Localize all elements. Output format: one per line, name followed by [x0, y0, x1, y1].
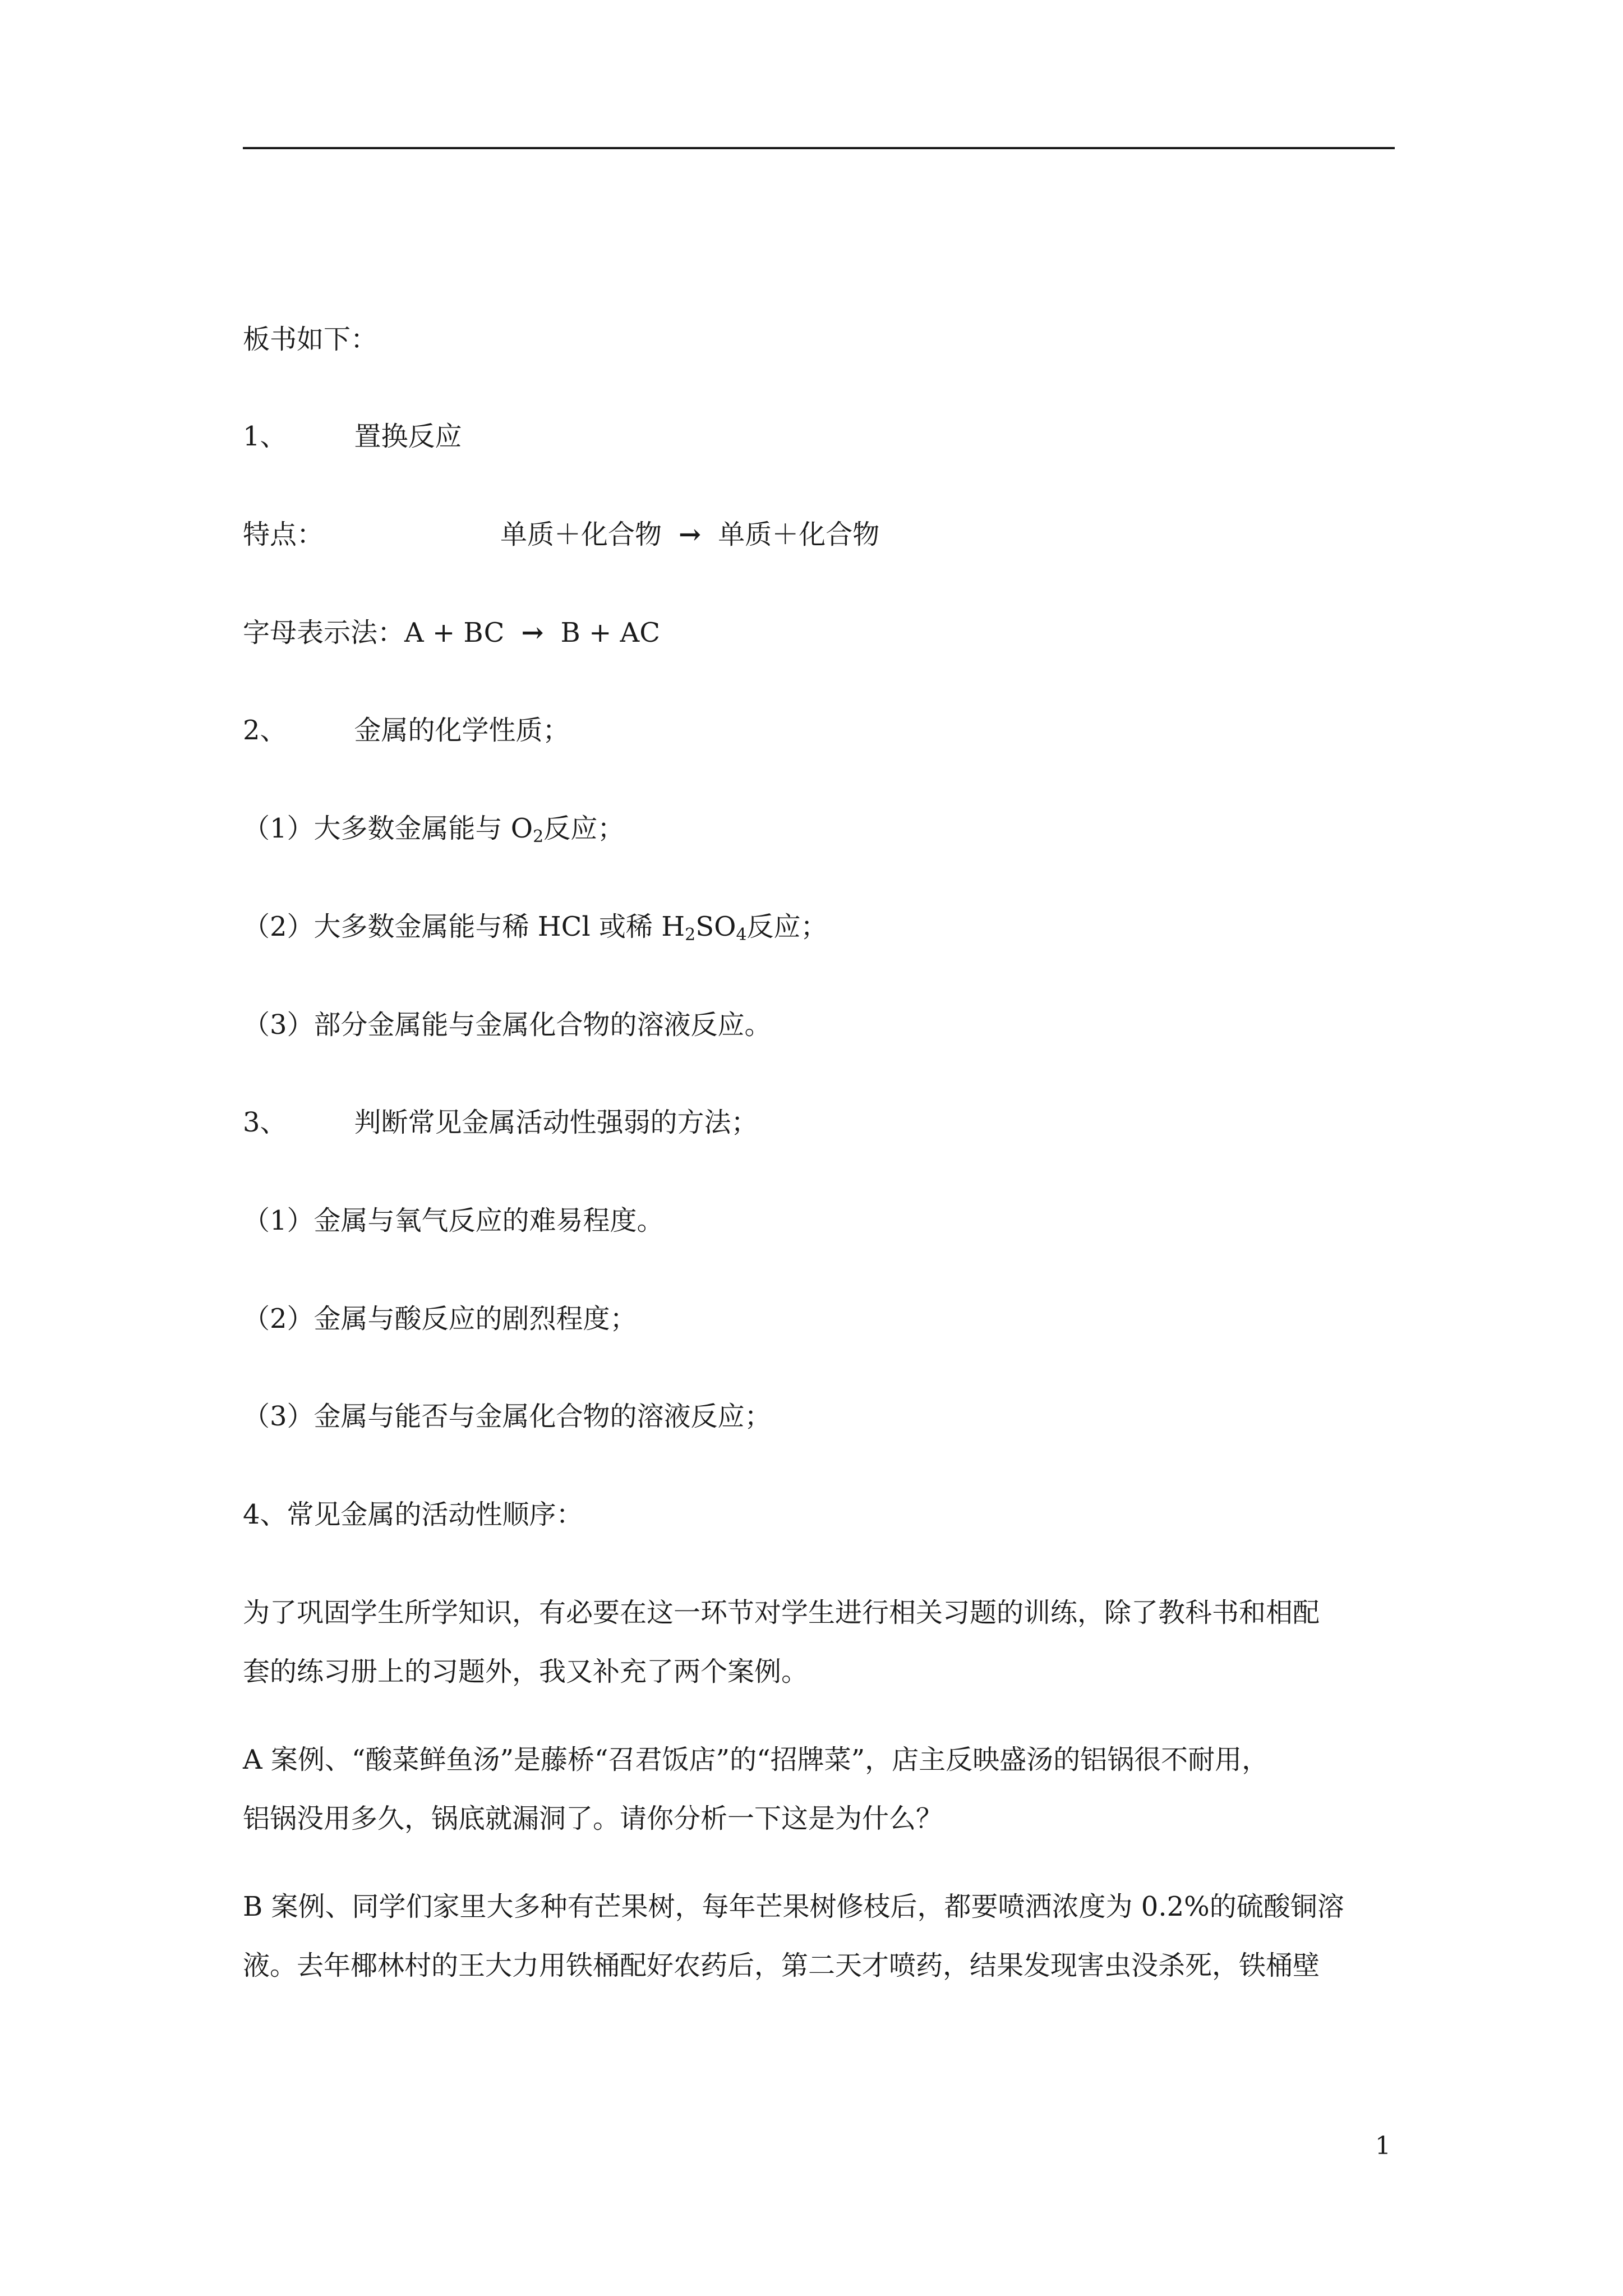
reaction-arrow: →	[521, 617, 544, 648]
letter-label: 字母表示法：	[243, 617, 405, 648]
section-number: 2、	[243, 715, 287, 746]
section-2-item-1: （1）大多数金属能与 $O_2$反应；	[243, 813, 625, 846]
intro-paragraph: 为了巩固学生所学知识，有必要在这一环节对学生进行相关习题的训练，除了教科书和相配 套的练习册上的习题外，我又补充了两个案例。	[243, 1597, 1320, 1687]
letter-formula-line: 字母表示法：A + BC → B + AC	[243, 617, 660, 648]
section-title: 判断常见金属活动性强弱的方法；	[354, 1107, 758, 1138]
section-number: 1、	[243, 421, 287, 452]
section-3-item-1: （1）金属与氧气反应的难易程度。	[243, 1205, 664, 1236]
section-2-item-2: （2）大多数金属能与稀 HCl 或稀 $H_2SO_4$反应；	[243, 911, 828, 945]
section-3-item-2: （2）金属与酸反应的剧烈程度；	[243, 1303, 637, 1335]
section-1-heading	[243, 420, 462, 453]
reaction-arrow: →	[679, 519, 702, 550]
case-a-paragraph: A 案例、“酸菜鲜鱼汤”是藤桥“召君饭店”的“招牌菜”，店主反映盛汤的铝锅很不耐用， 铝锅没用多久，锅底就漏洞了。请你分析一下这是为什么？	[243, 1744, 1269, 1834]
section-2-item-3: （3）部分金属能与金属化合物的溶液反应。	[243, 1009, 772, 1041]
header-rule	[243, 147, 1395, 149]
case-b-paragraph: B 案例、同学们家里大多种有芒果树，每年芒果树修枝后，都要喷洒浓度为 0.2%的硫酸铜溶 液。去年椰林村的王大力用铁桶配好农药后，第二天才喷药，结果发现害虫没杀死，铁桶壁	[243, 1891, 1344, 1981]
section-title: 置换反应	[354, 421, 462, 452]
section-title: 金属的化学性质；	[354, 715, 570, 746]
feature-line: 特点： 单质＋化合物 → 单质＋化合物	[243, 519, 880, 550]
page-number: 1	[1375, 2132, 1391, 2160]
feature-label: 特点：	[243, 519, 324, 550]
section-3-item-3: （3）金属与能否与金属化合物的溶液反应；	[243, 1401, 772, 1432]
section-4-heading: 4、常见金属的活动性顺序：	[243, 1499, 583, 1530]
section-number: 3、	[243, 1107, 287, 1138]
board-title: 板书如下：	[243, 324, 378, 355]
section-3-heading	[243, 1106, 758, 1139]
section-2-heading	[243, 714, 570, 747]
